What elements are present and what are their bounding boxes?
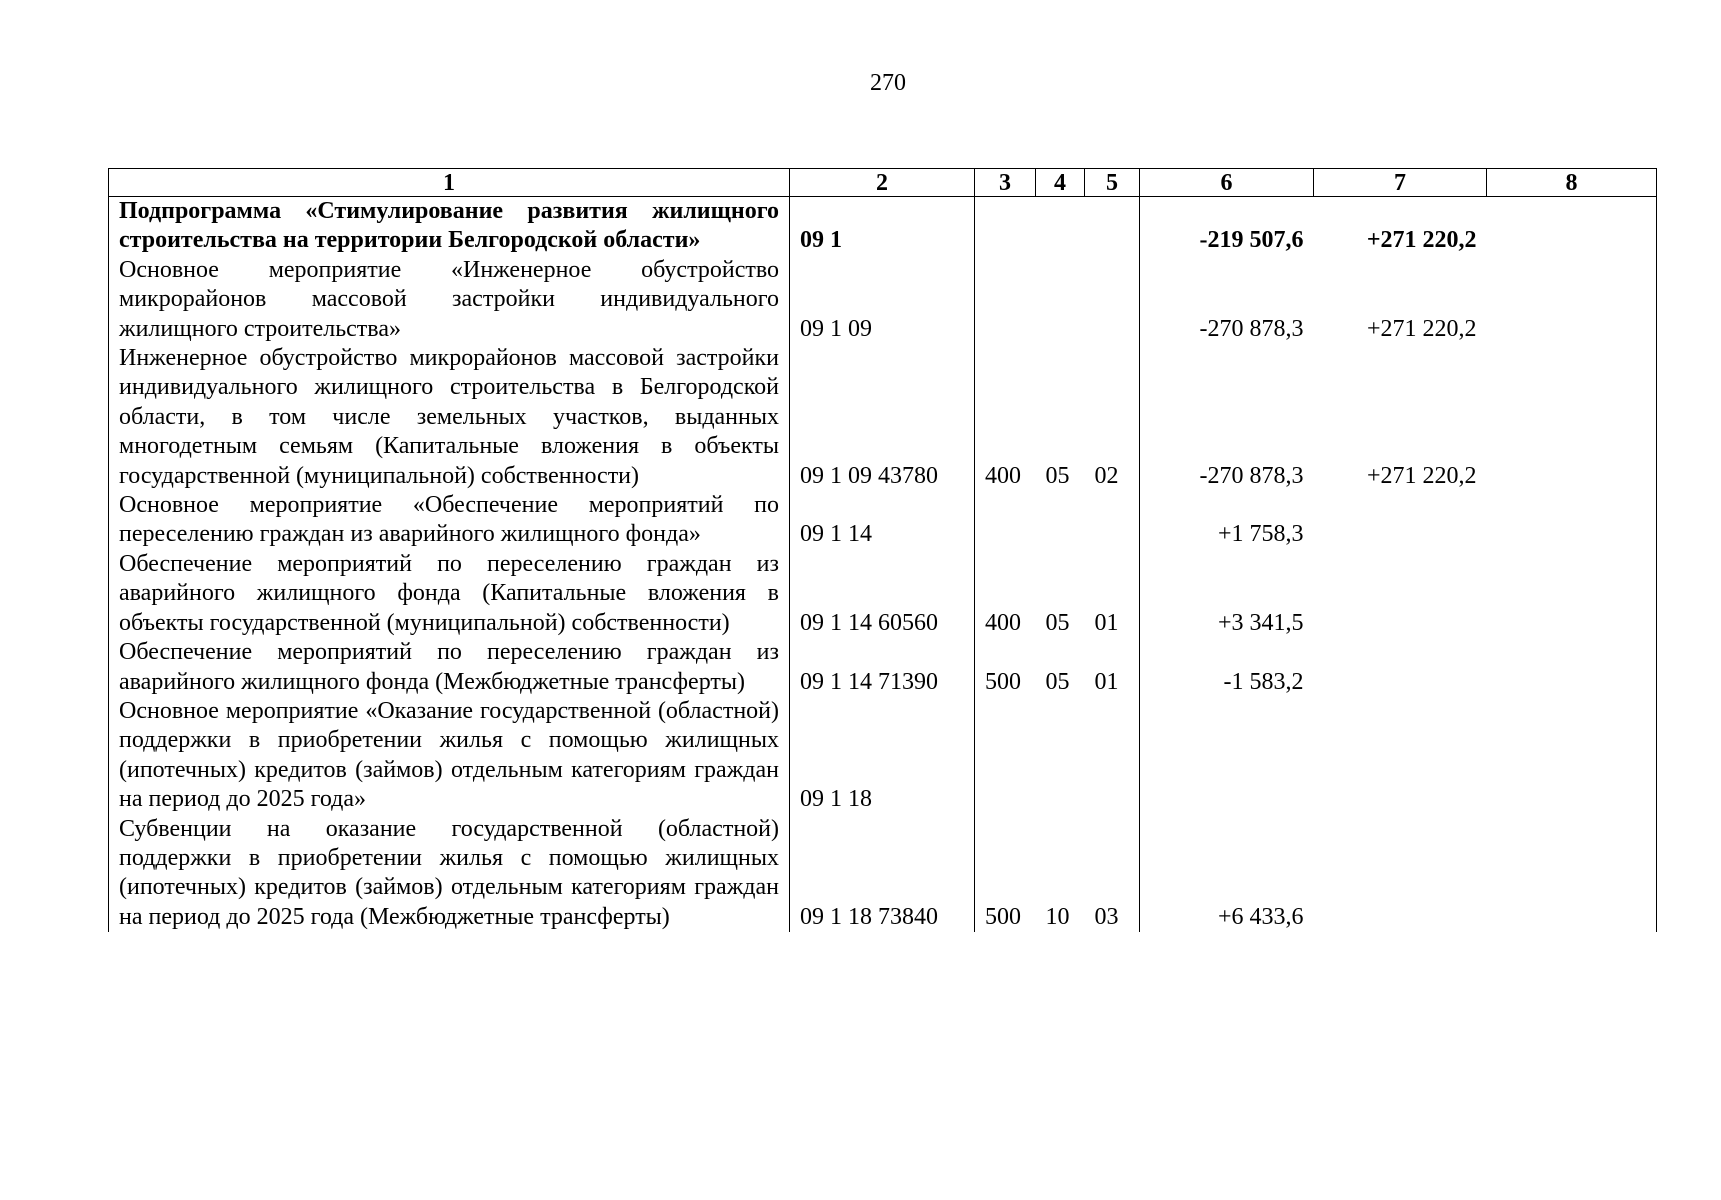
row-change-cell <box>1314 697 1487 815</box>
row-subsection-cell <box>1085 697 1140 815</box>
row-change-cell: +271 220,2 <box>1366 315 1477 342</box>
row-code-cell: 09 1 14 71390 <box>790 638 975 697</box>
column-header: 6 <box>1140 169 1314 197</box>
row-name-cell: Инженерное обустройство микрорайонов массовой застройки индивидуального жилищного строительства в Белгородской области, в том числе земельных участков, выданных многодетным семьям (Капитальные вложения в объекты государственной (муниципальной) собственности) <box>109 344 790 491</box>
row-group-cell: 500 <box>975 815 1036 933</box>
row-code-cell: 09 1 <box>790 197 975 256</box>
row-change-cell: +271 220,2 <box>1366 227 1477 254</box>
row-change-cell: +271 220,2 <box>1366 462 1477 489</box>
row-extra-cell <box>1487 638 1657 697</box>
column-header: 4 <box>1036 169 1085 197</box>
row-subsection-cell <box>1085 491 1140 550</box>
row-code-cell: 09 1 09 <box>790 256 975 344</box>
row-subsection-cell: 01 <box>1085 550 1140 638</box>
row-group-cell: 400 <box>975 550 1036 638</box>
column-header: 7 <box>1314 169 1487 197</box>
row-change-cell <box>1314 815 1487 933</box>
row-amount-cell: +3 341,5 <box>1140 550 1314 638</box>
row-section-cell: 10 <box>1045 903 1070 930</box>
row-group-cell: 400 <box>975 344 1036 491</box>
column-header: 8 <box>1487 169 1657 197</box>
row-change-cell <box>1314 550 1487 638</box>
row-name-cell: Обеспечение мероприятий по переселению граждан из аварийного жилищного фонда (Капитальные вложения в объекты государственной (муниципальной) собственности) <box>109 550 790 638</box>
table-row <box>109 197 1657 256</box>
row-amount-cell: -219 507,6 <box>1140 197 1314 256</box>
row-name-cell: Обеспечение мероприятий по переселению граждан из аварийного жилищного фонда (Межбюджетные трансферты) <box>109 638 790 697</box>
row-code-cell: 09 1 18 <box>790 697 975 815</box>
row-amount-cell: +1 758,3 <box>1140 491 1314 550</box>
row-name-cell: Основное мероприятие «Оказание государственной (областной) поддержки в приобретении жилья с помощью жилищных (ипотечных) кредитов (займов) отдельным категориям граждан на период до 2025 года» <box>109 697 790 815</box>
row-subsection-cell: 03 <box>1085 815 1140 933</box>
row-name-cell: Субвенции на оказание государственной (областной) поддержки в приобретении жилья с помощью жилищных (ипотечных) кредитов (займов) отдельным категориям граждан на период до 2025 года (Межбюджетные трансферты) <box>109 815 790 933</box>
table-row <box>109 491 1657 550</box>
row-subsection-cell: 01 <box>1085 638 1140 697</box>
row-section-cell: 05 <box>1045 668 1070 695</box>
row-group-cell <box>975 491 1036 550</box>
row-group-cell <box>975 197 1036 256</box>
row-group-cell <box>975 256 1036 344</box>
row-section-cell <box>1036 697 1085 815</box>
row-extra-cell <box>1487 344 1657 491</box>
row-subsection-cell <box>1085 256 1140 344</box>
column-header: 3 <box>975 169 1036 197</box>
row-name-cell: Подпрограмма «Стимулирование развития жилищного строительства на территории Белгородской области» <box>109 197 790 256</box>
table-row <box>109 256 1657 344</box>
row-subsection-cell <box>1085 197 1140 256</box>
budget-table <box>108 168 1657 932</box>
row-amount-cell <box>1140 697 1314 815</box>
row-extra-cell <box>1487 697 1657 815</box>
column-header: 1 <box>109 169 790 197</box>
row-subsection-cell: 02 <box>1085 344 1140 491</box>
row-extra-cell <box>1487 197 1657 256</box>
table-row <box>109 550 1657 638</box>
row-amount-cell: +6 433,6 <box>1140 815 1314 933</box>
table-row <box>109 815 1657 933</box>
table-row <box>109 638 1657 697</box>
row-section-cell <box>1036 256 1085 344</box>
row-code-cell: 09 1 14 60560 <box>790 550 975 638</box>
row-extra-cell <box>1487 550 1657 638</box>
row-section-cell: 05 <box>1045 609 1070 636</box>
row-code-cell: 09 1 09 43780 <box>790 344 975 491</box>
row-code-cell: 09 1 18 73840 <box>790 815 975 933</box>
row-extra-cell <box>1487 256 1657 344</box>
page-number: 270 <box>870 70 906 96</box>
row-amount-cell: -270 878,3 <box>1140 344 1314 491</box>
row-amount-cell: -1 583,2 <box>1140 638 1314 697</box>
row-name-cell: Основное мероприятие «Инженерное обустройство микрорайонов массовой застройки индивидуального жилищного строительства» <box>109 256 790 344</box>
row-group-cell: 500 <box>975 638 1036 697</box>
table-header-row <box>109 169 1657 197</box>
column-header: 2 <box>790 169 975 197</box>
row-name-cell: Основное мероприятие «Обеспечение мероприятий по переселению граждан из аварийного жилищного фонда» <box>109 491 790 550</box>
table-row <box>109 697 1657 815</box>
row-section-cell <box>1036 197 1085 256</box>
column-header: 5 <box>1085 169 1140 197</box>
row-extra-cell <box>1487 491 1657 550</box>
row-section-cell: 05 <box>1045 462 1070 489</box>
row-change-cell <box>1314 491 1487 550</box>
row-group-cell <box>975 697 1036 815</box>
row-code-cell: 09 1 14 <box>790 491 975 550</box>
row-section-cell <box>1036 491 1085 550</box>
row-change-cell <box>1314 638 1487 697</box>
row-extra-cell <box>1487 815 1657 933</box>
row-amount-cell: -270 878,3 <box>1140 256 1314 344</box>
table-row <box>109 344 1657 491</box>
